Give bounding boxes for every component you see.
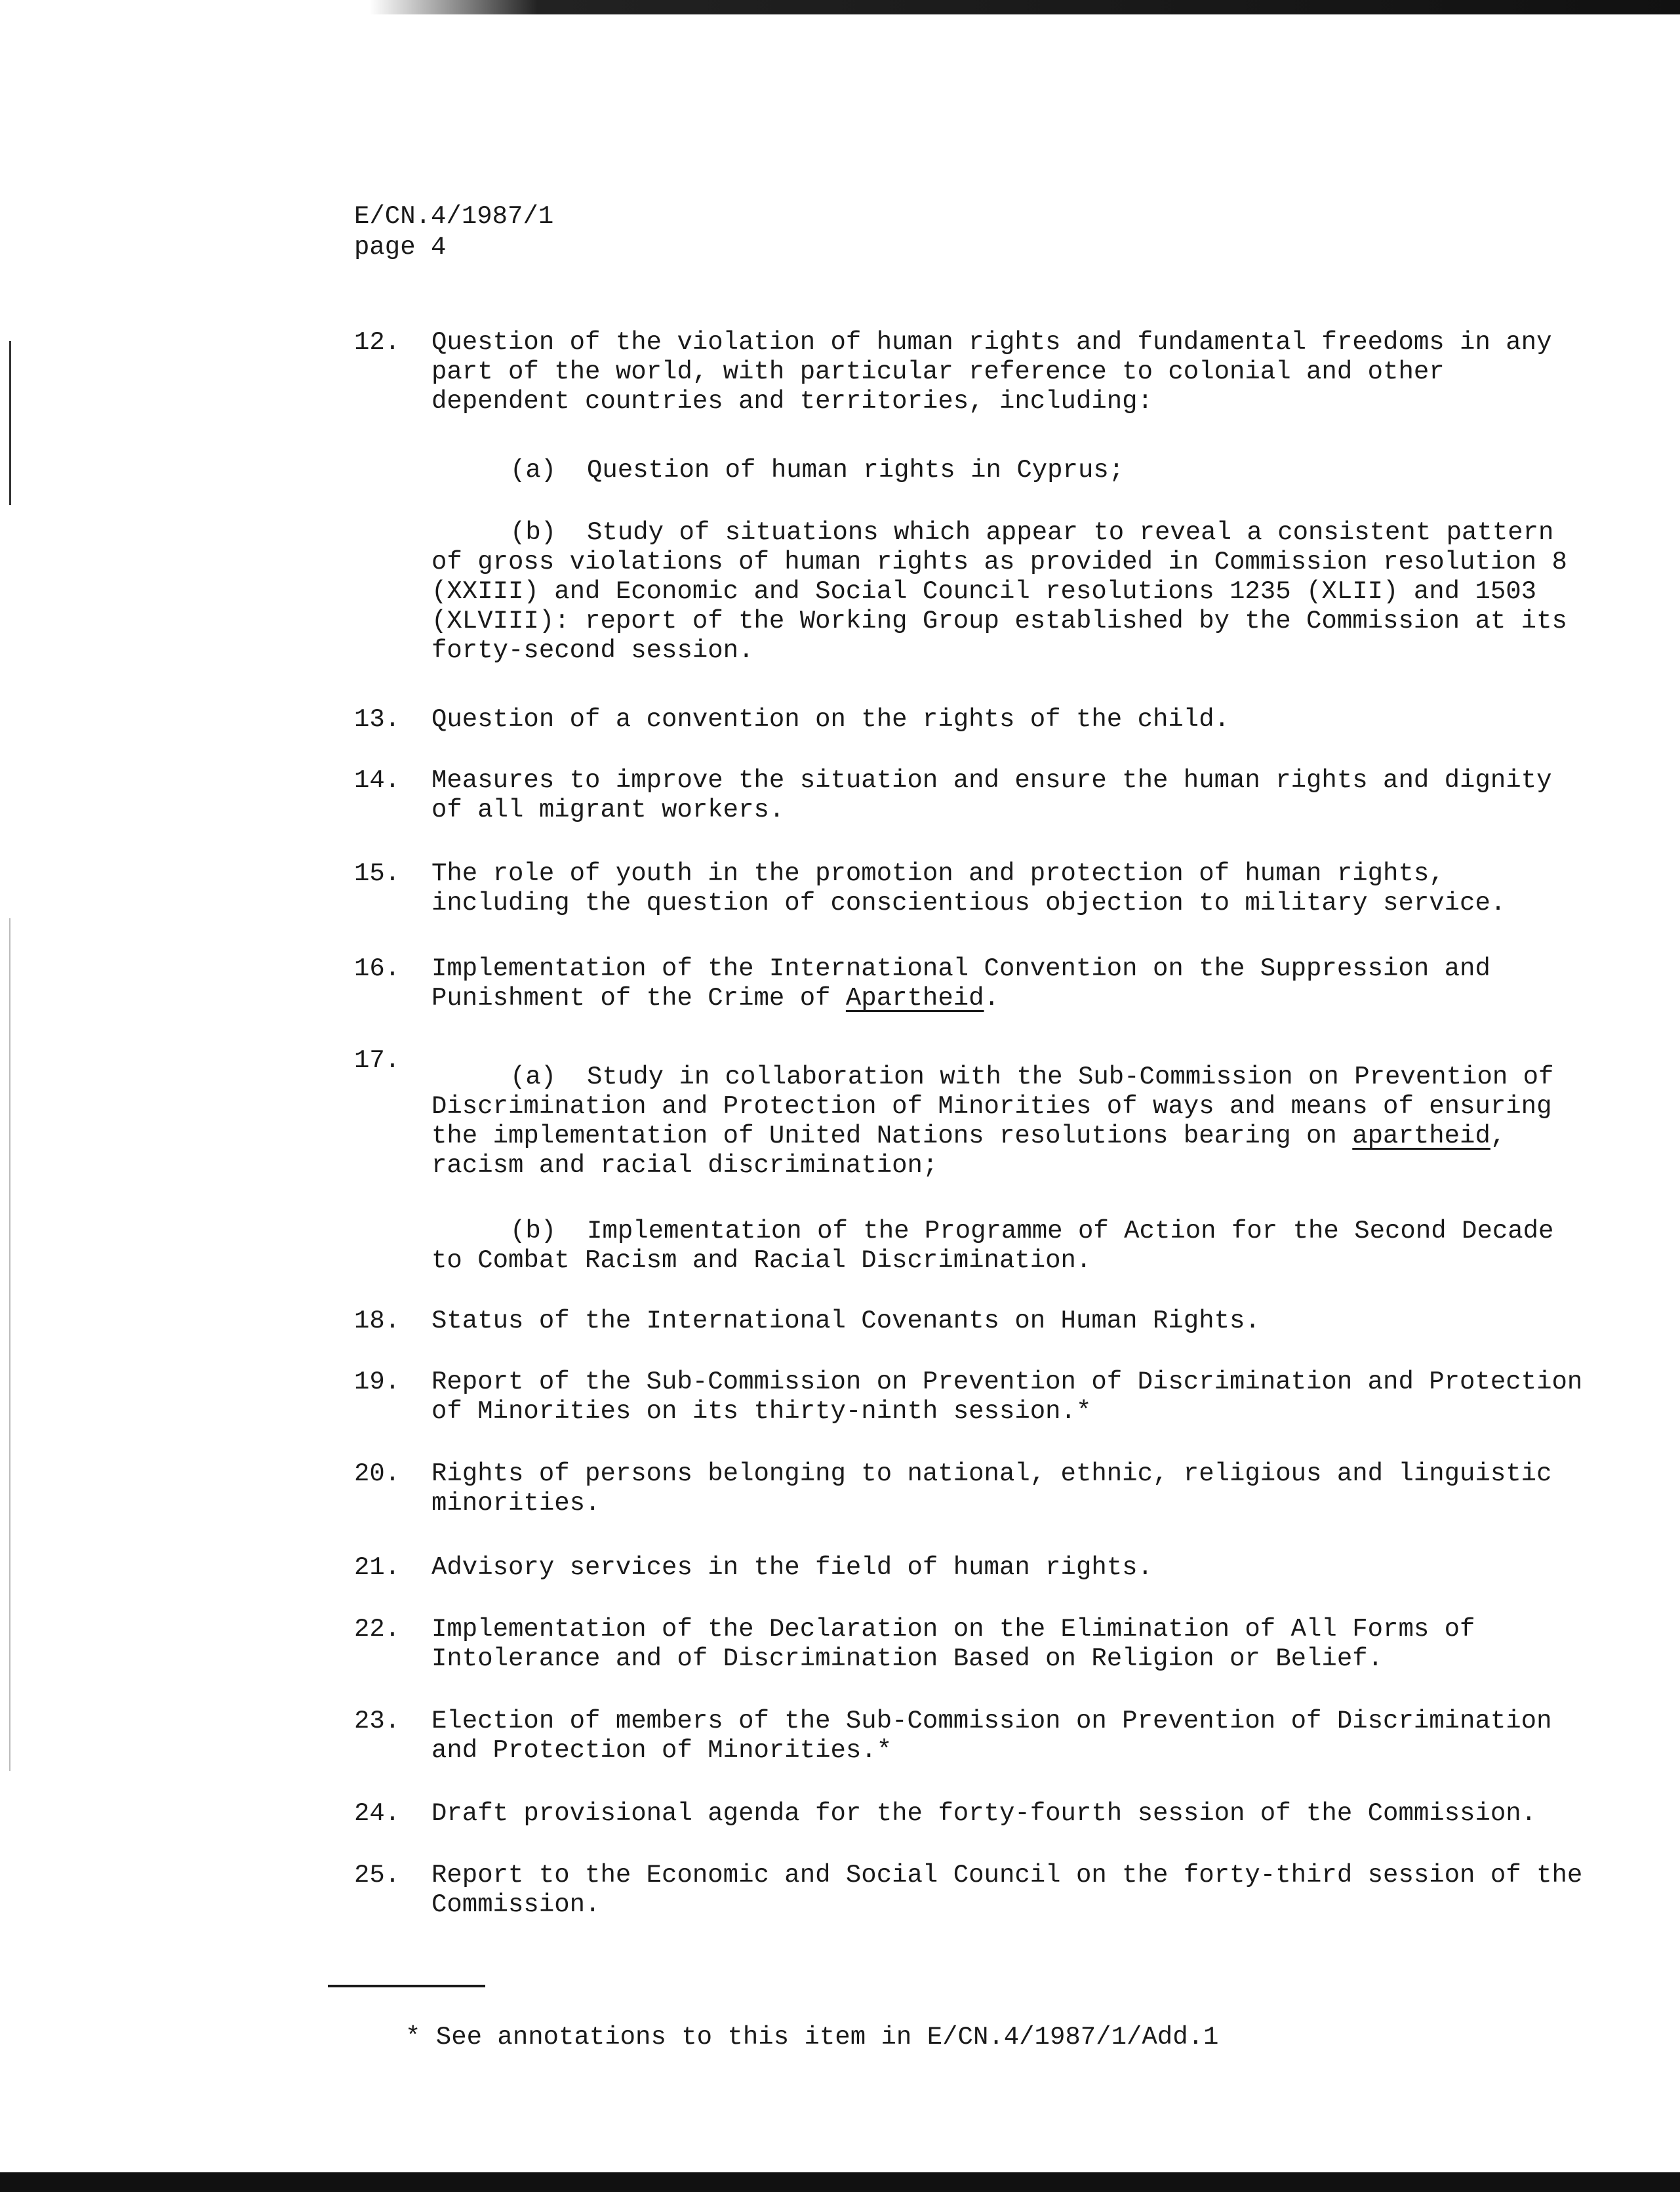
underlined-term: Apartheid [845,984,984,1013]
item-number: 15. [354,859,401,888]
item-text: Report to the Economic and Social Council on the forty-third session of the Commission. [431,1861,1598,1919]
item-number: 25. [354,1861,401,1890]
item-text-part: . [984,984,999,1013]
scan-mark [9,341,11,505]
agenda-subitem-12b: (b) Study of situations which appear to reveal a consistent pattern of gross violations of human rights as provided in Commission resolution 8 (XXIII) and Economic and Social Council resolutions 1235 (XLII) and 1503 (XLVIII): report of the Working Group established by the Commission at its forty-second session. [431,518,1583,665]
scan-edge-bottom [0,2172,1680,2192]
item-number: 18. [354,1307,401,1335]
underlined-term: apartheid [1352,1122,1490,1150]
item-text [431,954,1586,1013]
item-number: 13. [354,705,401,734]
footnote: * See annotations to this item in E/CN.4/1987/1/Add.1 [405,2023,1219,2052]
item-text: Measures to improve the situation and ensure the human rights and dignity of all migrant workers. [431,766,1567,824]
page-number: page 4 [354,233,447,262]
item-number: 21. [354,1553,401,1582]
agenda-subitem-17b: (b) Implementation of the Programme of Action for the Second Decade to Combat Racism and Racial Discrimination. [431,1217,1569,1275]
item-text: Election of members of the Sub-Commission on Prevention of Discrimination and Protection of Minorities.* [431,1707,1567,1765]
scan-edge-top [0,0,1680,14]
item-number: 20. [354,1459,401,1488]
item-text: Rights of persons belonging to national, ethnic, religious and linguistic minorities. [431,1459,1567,1518]
item-text: Report of the Sub-Commission on Prevention of Discrimination and Protection of Minorities on its thirty-ninth session.* [431,1368,1598,1426]
footnote-rule [328,1985,485,1987]
item-number: 23. [354,1707,401,1735]
agenda-subitem-12a: (a) Question of human rights in Cyprus; [510,456,1125,485]
item-text: The role of youth in the promotion and protection of human rights, including the question of conscientious objection to military service. [431,859,1506,918]
item-number: 17. [354,1046,401,1075]
item-text: Implementation of the Declaration on the Elimination of All Forms of Intolerance and of Discrimination Based on Religion or Belief. [431,1615,1490,1673]
document-symbol: E/CN.4/1987/1 [354,202,554,231]
item-text: Advisory services in the field of human rights. [431,1553,1153,1582]
item-text: Status of the International Covenants on Human Rights. [431,1307,1260,1335]
item-number: 14. [354,766,401,795]
item-text: Question of the violation of human rights and fundamental freedoms in any part of the world, with particular reference to colonial and other dependent countries and territories, including: [431,328,1567,416]
item-number: 16. [354,954,401,983]
agenda-subitem-17a [431,1063,1586,1181]
item-text-part: , racism and racial discrimination; [431,1122,1521,1180]
item-number: 19. [354,1368,401,1396]
item-text-part: (a) Study in collaboration with the Sub-Commission on Prevention of Discrimination and Protection of Minorities of ways and means of ensuring the implementation of United Nations resolutions bearing on [431,1063,1569,1150]
item-number: 24. [354,1799,401,1828]
item-number: 22. [354,1615,401,1644]
item-number: 12. [354,328,401,357]
item-text: Draft provisional agenda for the forty-fourth session of the Commission. [431,1799,1537,1828]
item-text-part: Implementation of the International Convention on the Suppression and Punishment of the Crime of [431,954,1506,1013]
scan-mark [9,918,10,1771]
item-text: Question of a convention on the rights of the child. [431,705,1230,734]
